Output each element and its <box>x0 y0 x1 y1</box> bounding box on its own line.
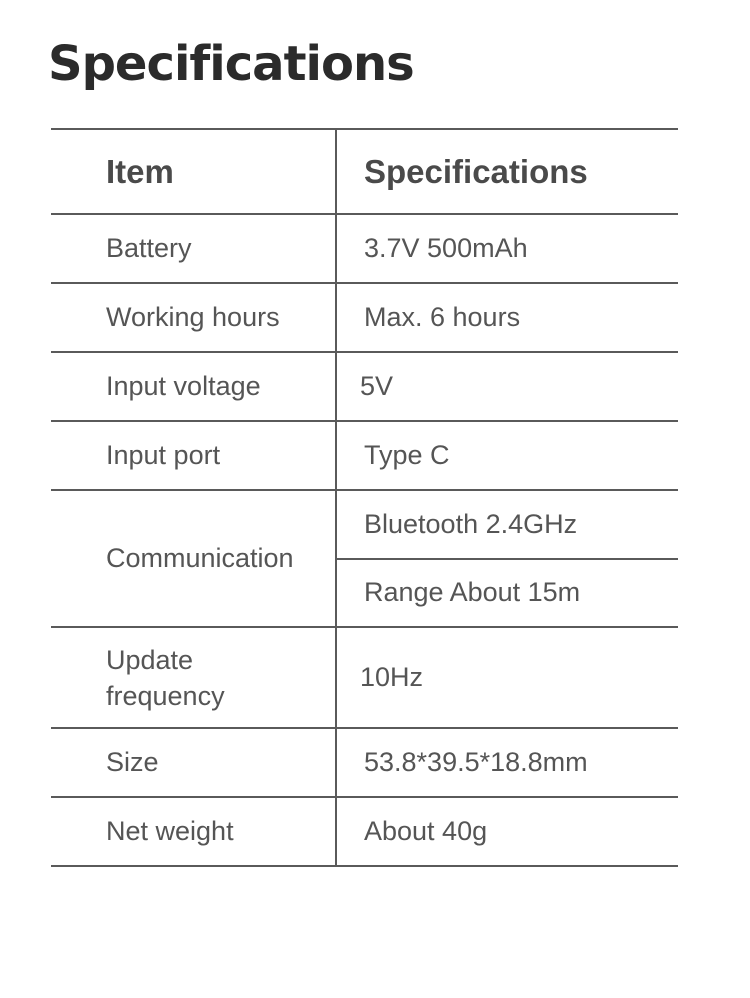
item-battery: Battery <box>51 215 337 282</box>
table-row-update-frequency <box>51 628 678 729</box>
table-row-battery <box>51 215 678 284</box>
table-row-working-hours <box>51 284 678 353</box>
item-input-port: Input port <box>51 422 337 489</box>
table-row-communication <box>51 491 678 628</box>
spec-input-voltage: 5V <box>360 371 394 401</box>
spec-communication-group <box>337 491 678 626</box>
header-specifications: Specifications <box>364 152 588 190</box>
table-row-size <box>51 729 678 798</box>
spec-net-weight: About 40g <box>364 816 488 846</box>
item-update-frequency <box>51 628 337 727</box>
table-header-row <box>51 128 678 215</box>
header-item: Item <box>51 130 337 213</box>
spec-communication-bluetooth: Bluetooth 2.4GHz <box>364 508 578 539</box>
item-communication: Communication <box>51 491 337 626</box>
table-row-input-port <box>51 422 678 491</box>
spec-size: 53.8*39.5*18.8mm <box>364 747 588 777</box>
specifications-table <box>51 128 678 867</box>
item-update-frequency-label: Update frequency <box>106 644 225 711</box>
item-size: Size <box>51 729 337 796</box>
page-title: Specifications <box>48 36 414 92</box>
item-input-voltage: Input voltage <box>51 353 337 420</box>
spec-update-frequency: 10Hz <box>360 662 424 692</box>
table-row-net-weight <box>51 798 678 867</box>
spec-battery: 3.7V 500mAh <box>364 233 528 263</box>
table-row-input-voltage <box>51 353 678 422</box>
item-net-weight: Net weight <box>51 798 337 865</box>
spec-input-port: Type C <box>364 440 450 470</box>
spec-communication-range: Range About 15m <box>337 558 678 627</box>
item-working-hours: Working hours <box>51 284 337 351</box>
spec-working-hours: Max. 6 hours <box>364 302 521 332</box>
